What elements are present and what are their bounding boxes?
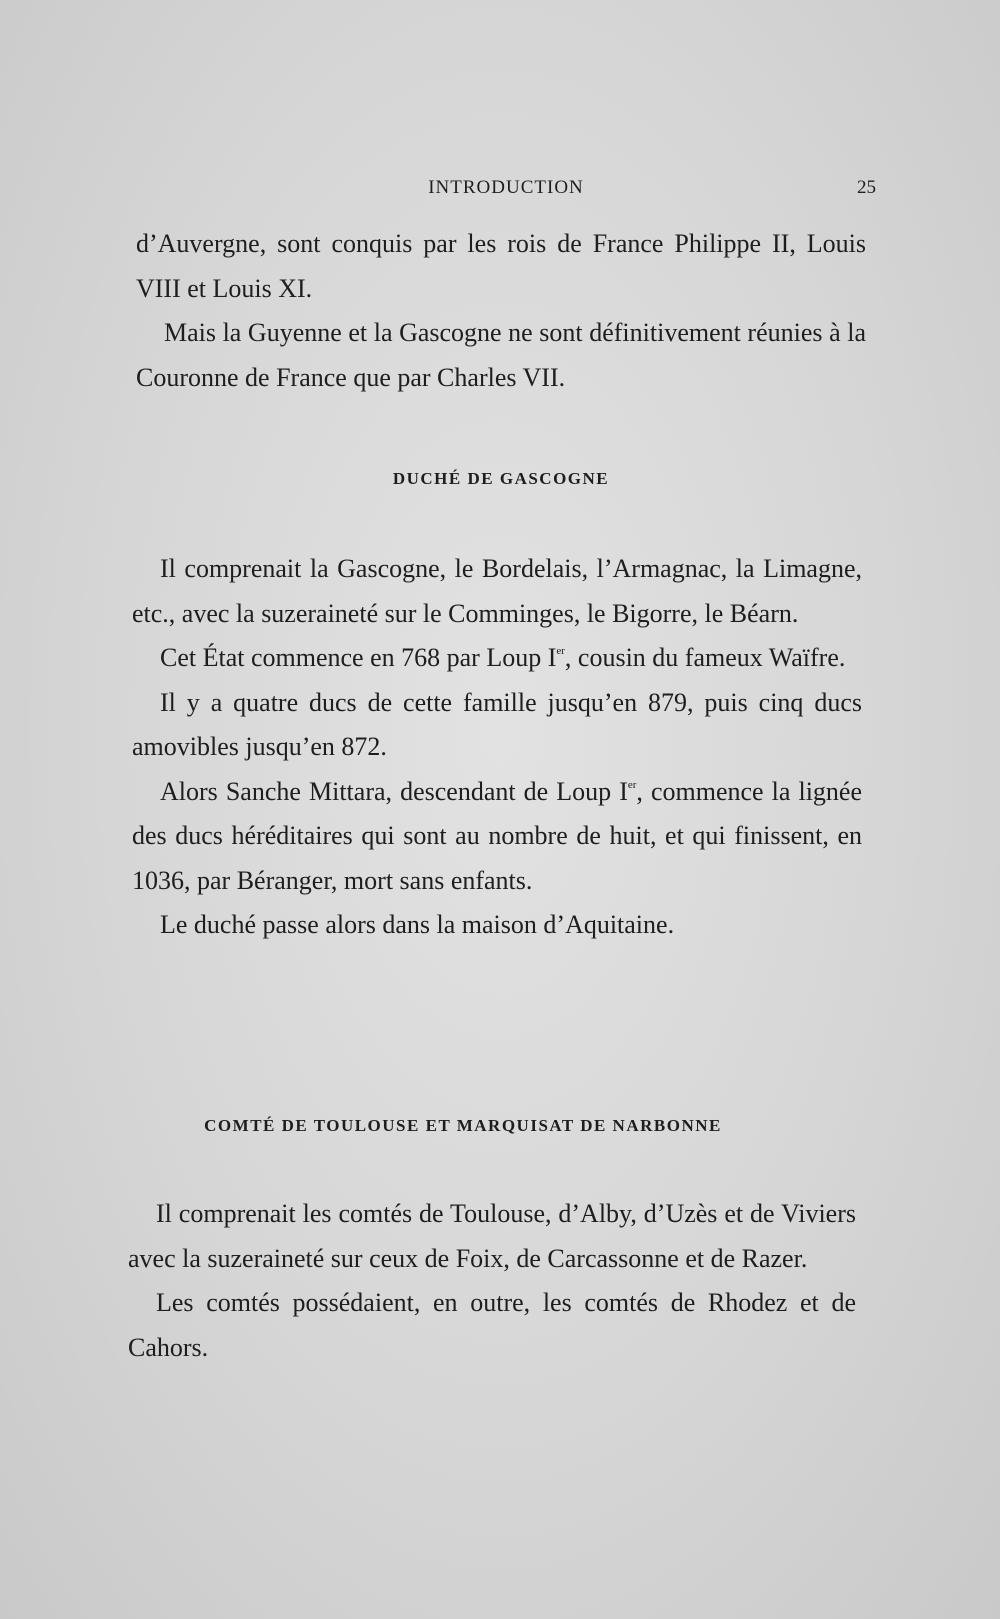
toulouse-text-block xyxy=(128,1192,856,1370)
paragraph-auvergne: d’Auvergne, sont conquis par les rois de France Philippe II, Louis VIII et Louis XI. xyxy=(136,229,866,303)
paragraph-duchy-aquitaine: Le duché passe alors dans la maison d’Aquitaine. xyxy=(160,910,675,939)
paragraph-rhodez-cahors: Les comtés possédaient, en outre, les comtés de Rhodez et de Cahors. xyxy=(128,1288,856,1362)
text-run: Alors Sanche Mittara, descendant de Loup I xyxy=(160,776,628,806)
section-heading-toulouse: COMTÉ DE TOULOUSE ET MARQUISAT DE NARBONNE xyxy=(204,1116,722,1135)
text-run: Cet État commence en 768 par Loup I xyxy=(160,643,557,672)
section-heading-gascogne: DUCHÉ DE GASCOGNE xyxy=(392,469,610,488)
gascogne-text-block xyxy=(132,547,862,948)
paragraph-toulouse-territory: Il comprenait les comtés de Toulouse, d’Alby, d’Uzès et de Viviers avec la suzeraineté sur ceux de Foix, de Carcassonne et de Razer. xyxy=(128,1199,856,1273)
paragraph-sanche-mittara xyxy=(132,770,862,904)
running-title: INTRODUCTION xyxy=(428,177,584,198)
text-run: , commence la lignée des ducs héréditaires qui sont au nombre de huit, et qui finissent, en 1036, par Béranger, mort sans enfants. xyxy=(132,776,862,895)
paragraph-loup-founder xyxy=(132,636,862,681)
intro-text-block xyxy=(136,222,866,400)
page-number: 25 xyxy=(857,177,876,198)
superscript: er xyxy=(556,645,565,657)
paragraph-gascogne-territory: Il comprenait la Gascogne, le Bordelais, l’Armagnac, la Limagne, etc., avec la suzeraineté sur le Comminges, le Bigorre, le Béarn. xyxy=(132,554,862,628)
text-run: , cousin du fameux Waïfre. xyxy=(564,643,846,672)
paragraph-guyenne: Mais la Guyenne et la Gascogne ne sont définitivement réunies à la Couronne de France que par Charles VII. xyxy=(136,318,866,392)
running-head xyxy=(136,177,876,203)
superscript: er xyxy=(627,778,637,791)
paragraph-four-dukes: Il y a quatre ducs de cette famille jusqu’en 879, puis cinq ducs amovibles jusqu’en 872. xyxy=(132,687,862,761)
